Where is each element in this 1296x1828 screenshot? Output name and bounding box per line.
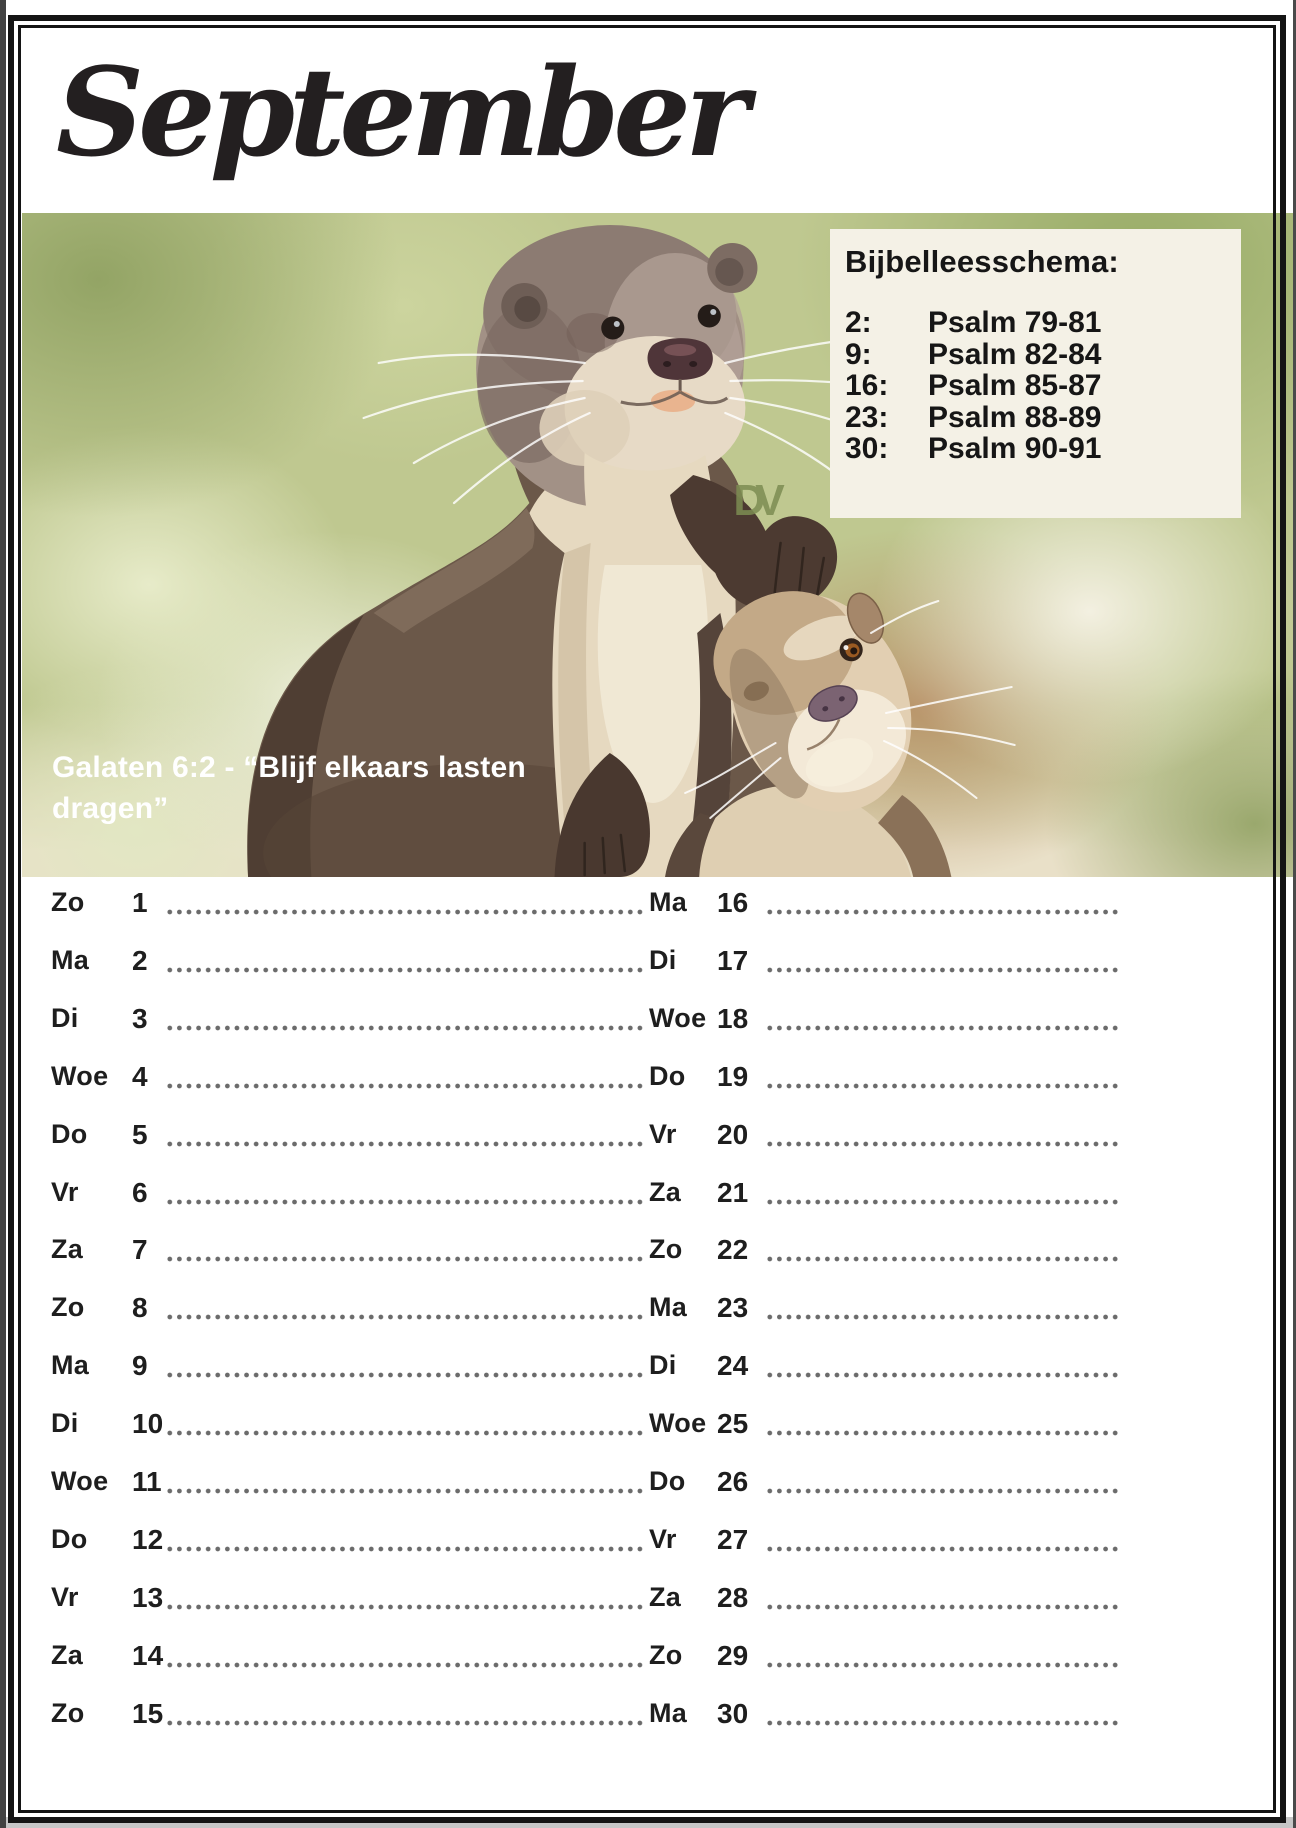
day-number: 23 xyxy=(717,1292,749,1323)
day-number: 11 xyxy=(132,1466,162,1497)
day-number: 1 xyxy=(132,887,148,918)
day-label: Di xyxy=(51,1408,79,1438)
writing-line xyxy=(765,1429,1122,1437)
writing-line xyxy=(765,1024,1122,1032)
calendar-row xyxy=(649,1466,1209,1500)
schedule-day: 30: xyxy=(845,432,889,465)
schedule-reading: Psalm 79-81 xyxy=(928,306,1102,339)
calendar-row xyxy=(649,1698,1209,1732)
writing-line xyxy=(165,1082,643,1090)
writing-line xyxy=(165,1487,643,1495)
writing-line xyxy=(765,1371,1122,1379)
day-number: 30 xyxy=(717,1698,749,1729)
schedule-day: 9: xyxy=(845,337,872,371)
day-label: Di xyxy=(51,1003,79,1033)
day-label: Zo xyxy=(51,887,85,917)
day-label: Do xyxy=(649,1061,686,1091)
day-number: 12 xyxy=(132,1524,164,1555)
schedule-entry xyxy=(845,402,1231,434)
writing-line xyxy=(765,1198,1122,1206)
day-label: Ma xyxy=(649,887,688,917)
day-number: 20 xyxy=(717,1119,749,1150)
day-number: 28 xyxy=(717,1582,749,1613)
otter-photo xyxy=(22,213,1293,877)
writing-line xyxy=(765,966,1122,974)
day-number: 7 xyxy=(132,1234,148,1265)
day-number: 8 xyxy=(132,1292,148,1323)
calendar-row xyxy=(649,1350,1209,1384)
schedule-day: 16: xyxy=(845,369,889,402)
writing-line xyxy=(165,1661,643,1669)
day-label: Di xyxy=(649,945,677,975)
day-label: Do xyxy=(51,1119,88,1149)
day-number: 17 xyxy=(717,945,749,976)
day-label: Vr xyxy=(649,1524,677,1554)
verse-line-2: dragen” xyxy=(52,792,169,825)
writing-line xyxy=(165,1198,643,1206)
bible-reading-schedule xyxy=(830,229,1241,518)
calendar-row xyxy=(649,1177,1209,1211)
day-number: 27 xyxy=(717,1524,749,1555)
day-number: 6 xyxy=(132,1177,148,1208)
page-bottom-edge xyxy=(6,1817,1296,1828)
day-number: 29 xyxy=(717,1640,749,1671)
day-number: 21 xyxy=(717,1177,749,1208)
calendar-row xyxy=(51,1177,643,1211)
calendar-row xyxy=(51,1350,643,1384)
calendar-row xyxy=(51,1582,643,1616)
writing-line xyxy=(165,966,643,974)
calendar-row xyxy=(649,1640,1209,1674)
calendar-row xyxy=(51,1408,643,1442)
day-label: Vr xyxy=(51,1177,79,1207)
day-label: Za xyxy=(649,1582,682,1612)
day-label: Do xyxy=(649,1466,686,1496)
calendar-row xyxy=(649,1003,1209,1037)
day-number: 3 xyxy=(132,1003,148,1034)
day-number: 18 xyxy=(717,1003,749,1034)
calendar-row xyxy=(51,1640,643,1674)
calendar-row xyxy=(649,1292,1209,1326)
day-label: Ma xyxy=(51,945,90,975)
writing-line xyxy=(765,1661,1122,1669)
writing-line xyxy=(165,1313,643,1321)
calendar-row xyxy=(51,1003,643,1037)
schedule-title: Bijbelleesschema: xyxy=(845,244,1119,279)
day-label: Za xyxy=(649,1177,682,1207)
schedule-reading: Psalm 90-91 xyxy=(928,432,1102,465)
day-number: 15 xyxy=(132,1698,164,1729)
day-label: Vr xyxy=(51,1582,79,1612)
day-label: Zo xyxy=(649,1234,683,1264)
calendar-row xyxy=(51,1466,643,1500)
writing-line xyxy=(765,1545,1122,1553)
day-number: 5 xyxy=(132,1119,148,1150)
day-label: Di xyxy=(649,1350,677,1380)
day-label: Zo xyxy=(51,1292,85,1322)
schedule-entry xyxy=(845,339,1231,371)
day-label: Ma xyxy=(649,1292,688,1322)
day-number: 4 xyxy=(132,1061,148,1092)
schedule-entry xyxy=(845,370,1231,402)
day-number: 9 xyxy=(132,1350,148,1381)
writing-line xyxy=(765,908,1122,916)
calendar-row xyxy=(51,1524,643,1558)
month-title: September xyxy=(56,40,744,184)
day-label: Ma xyxy=(649,1698,688,1728)
calendar-row xyxy=(51,887,643,921)
writing-line xyxy=(165,1429,643,1437)
schedule-entry xyxy=(845,433,1231,465)
calendar-row xyxy=(649,887,1209,921)
day-number: 19 xyxy=(717,1061,749,1092)
writing-line xyxy=(765,1719,1122,1727)
calendar-row xyxy=(51,1292,643,1326)
calendar-row xyxy=(649,1234,1209,1268)
day-label: Woe xyxy=(649,1408,707,1438)
day-label: Ma xyxy=(51,1350,90,1380)
calendar-row xyxy=(51,945,643,979)
bible-verse xyxy=(52,747,526,829)
writing-line xyxy=(765,1255,1122,1263)
writing-line xyxy=(165,1140,643,1148)
artist-watermark: DV xyxy=(733,476,775,525)
calendar-row xyxy=(649,1524,1209,1558)
schedule-day: 23: xyxy=(845,400,889,434)
day-number: 24 xyxy=(717,1350,749,1381)
day-number: 22 xyxy=(717,1234,749,1265)
writing-line xyxy=(165,1545,643,1553)
writing-line xyxy=(165,1719,643,1727)
day-number: 10 xyxy=(132,1408,164,1439)
schedule-reading: Psalm 82-84 xyxy=(928,337,1102,371)
writing-line xyxy=(765,1487,1122,1495)
calendar-row xyxy=(649,1061,1209,1095)
day-label: Zo xyxy=(51,1698,85,1728)
schedule-day: 2: xyxy=(845,306,872,339)
day-label: Do xyxy=(51,1524,88,1554)
writing-line xyxy=(165,908,643,916)
writing-line xyxy=(165,1255,643,1263)
calendar-row xyxy=(51,1234,643,1268)
writing-line xyxy=(165,1603,643,1611)
writing-line xyxy=(765,1140,1122,1148)
calendar-row xyxy=(649,1119,1209,1153)
day-number: 13 xyxy=(132,1582,164,1613)
calendar-row xyxy=(649,945,1209,979)
schedule-reading: Psalm 85-87 xyxy=(928,369,1102,402)
day-label: Za xyxy=(51,1234,84,1264)
writing-line xyxy=(765,1603,1122,1611)
day-label: Woe xyxy=(649,1003,707,1033)
day-label: Zo xyxy=(649,1640,683,1670)
calendar-row xyxy=(649,1408,1209,1442)
verse-line-1: Galaten 6:2 - “Blijf elkaars lasten xyxy=(52,751,526,784)
day-number: 25 xyxy=(717,1408,749,1439)
writing-line xyxy=(765,1082,1122,1090)
schedule-entry xyxy=(845,307,1231,339)
writing-line xyxy=(165,1024,643,1032)
day-label: Woe xyxy=(51,1466,109,1496)
calendar-row xyxy=(649,1582,1209,1616)
schedule-reading: Psalm 88-89 xyxy=(928,400,1102,434)
writing-line xyxy=(165,1371,643,1379)
calendar-row xyxy=(51,1119,643,1153)
schedule-list xyxy=(845,307,1231,465)
writing-line xyxy=(765,1313,1122,1321)
day-label: Woe xyxy=(51,1061,109,1091)
day-number: 2 xyxy=(132,945,148,976)
day-label: Za xyxy=(51,1640,84,1670)
calendar-row xyxy=(51,1061,643,1095)
day-number: 26 xyxy=(717,1466,749,1497)
day-number: 14 xyxy=(132,1640,164,1671)
day-number: 16 xyxy=(717,887,749,918)
calendar-row xyxy=(51,1698,643,1732)
day-label: Vr xyxy=(649,1119,677,1149)
